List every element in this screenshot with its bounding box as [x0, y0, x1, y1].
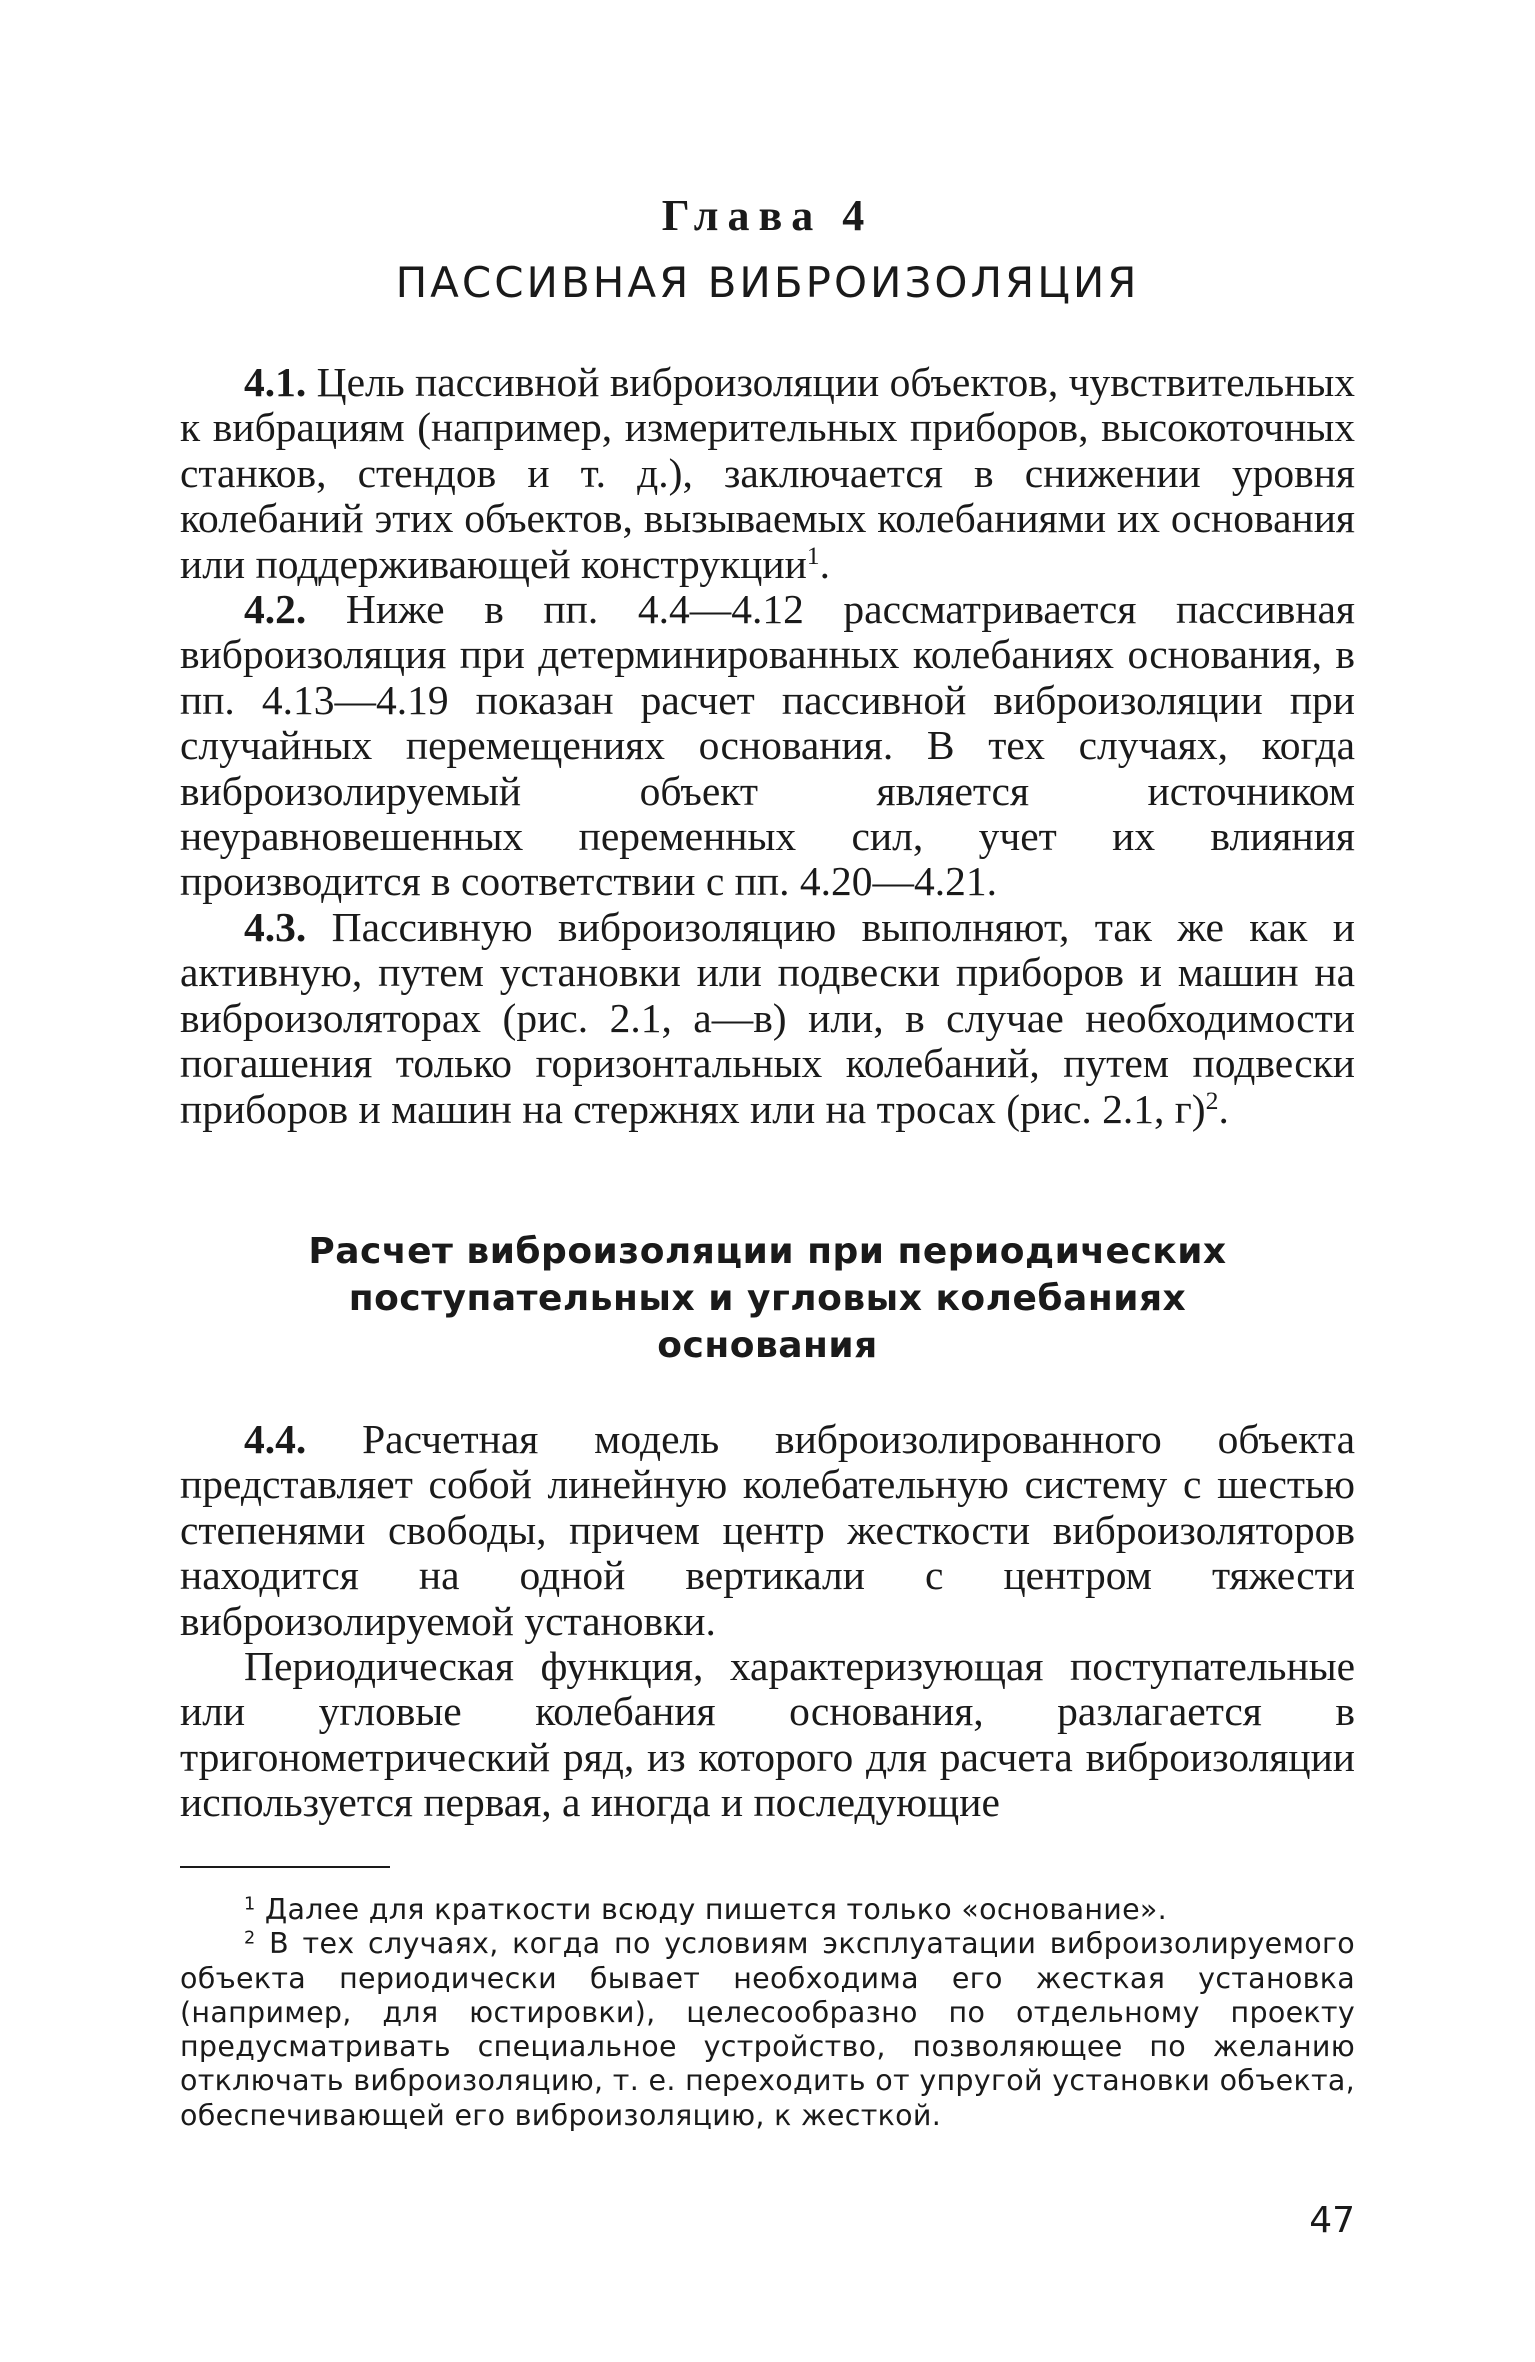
- footnote-mark: 1: [244, 1894, 256, 1915]
- paragraph-number: 4.4.: [244, 1416, 307, 1462]
- paragraph-tail: .: [819, 540, 831, 587]
- paragraph-4-1: [180, 360, 1355, 587]
- paragraph-4-3: [180, 905, 1355, 1132]
- paragraph-4-2: [180, 587, 1355, 905]
- paragraph-text: Расчетная модель виброизолированного объекта представляет собой линейную колебательную систему с шестью степенями свободы, причем центр жесткости виброизоляторов находится на одной вертикали с центром тяжести виброизолируемой установки.: [180, 1416, 1355, 1644]
- paragraph-text: Пассивную виброизоляцию выполняют, так же как и активную, путем установки или подвески приборов и машин на виброизоляторах (рис. 2.1, а—в) или, в случае необходимости погашения только горизонтальных колебаний, путем подвески приборов и машин на стержнях или на тросах (рис. 2.1, г): [180, 903, 1355, 1132]
- page-number: 47: [1309, 2200, 1355, 2241]
- chapter-title: ПАССИВНАЯ ВИБРОИЗОЛЯЦИЯ: [395, 258, 1140, 307]
- section-heading-line: поступательных и угловых колебаниях: [348, 1278, 1187, 1319]
- book-page: [180, 0, 1355, 2362]
- text-block-model: [180, 1417, 1355, 1826]
- section-heading-line: основания: [657, 1325, 878, 1366]
- paragraph-number: 4.3.: [244, 903, 307, 950]
- paragraph-text: Ниже в пп. 4.4—4.12 рассматривается пассивная виброизоляция при детерминированных колебаниях основания, в пп. 4.13—4.19 показан расчет пассивной виброизоляции при случайных перемещениях основания. В тех случаях, когда виброизолируемый объект является источником неуравновешенных переменных сил, учет их влияния производится в соответствии с пп. 4.20—4.21.: [180, 586, 1356, 905]
- paragraph-periodic-function: [180, 1644, 1355, 1826]
- footnote-2: [180, 1927, 1355, 2133]
- section-heading-line: Расчет виброизоляции при периодических: [308, 1231, 1227, 1272]
- paragraph-number: 4.1.: [244, 359, 307, 405]
- footnote-reference[interactable]: 1: [806, 540, 820, 570]
- paragraph-tail: .: [1218, 1085, 1229, 1132]
- footnote-divider: [180, 1866, 390, 1868]
- footnote-text: В тех случаях, когда по условиям эксплуатации виброизолируемого объекта периодически бывает необходима его жесткая установка (например, для юстировки), целесообразно по отдельному проекту предусматривать специальное устройство, позволяющее по желанию отключать виброизоляцию, т. е. переходить от упругой установки объекта, обеспечивающей его виброизоляцию, к жесткой.: [180, 1927, 1355, 2132]
- paragraph-4-4: [180, 1417, 1355, 1644]
- paragraph-text: Цель пассивной виброизоляции объектов, чувствительных к вибрациям (например, измерительных приборов, высокоточных станков, стендов и т. д.), заключается в снижении уровня колебаний этих объектов, вызываемых колебаниями их основания или поддерживающей конструкции: [180, 359, 1355, 587]
- paragraph-text: Периодическая функция, характеризующая поступательные или угловые колебания основания, разлагается в тригонометрический ряд, из которого для расчета виброизоляции используется первая, а иногда и последующие: [180, 1643, 1355, 1826]
- footnotes: [180, 1893, 1355, 2133]
- paragraph-number: 4.2.: [244, 586, 307, 633]
- footnote-reference[interactable]: 2: [1205, 1085, 1219, 1115]
- text-block-intro: [180, 360, 1355, 1132]
- footnote-text: Далее для краткости всюду пишется только «основание».: [264, 1893, 1168, 1926]
- footnote-mark: 2: [244, 1928, 256, 1949]
- chapter-label: Глава 4: [661, 191, 874, 240]
- section-heading: [180, 1228, 1355, 1369]
- footnote-1: [180, 1893, 1355, 1927]
